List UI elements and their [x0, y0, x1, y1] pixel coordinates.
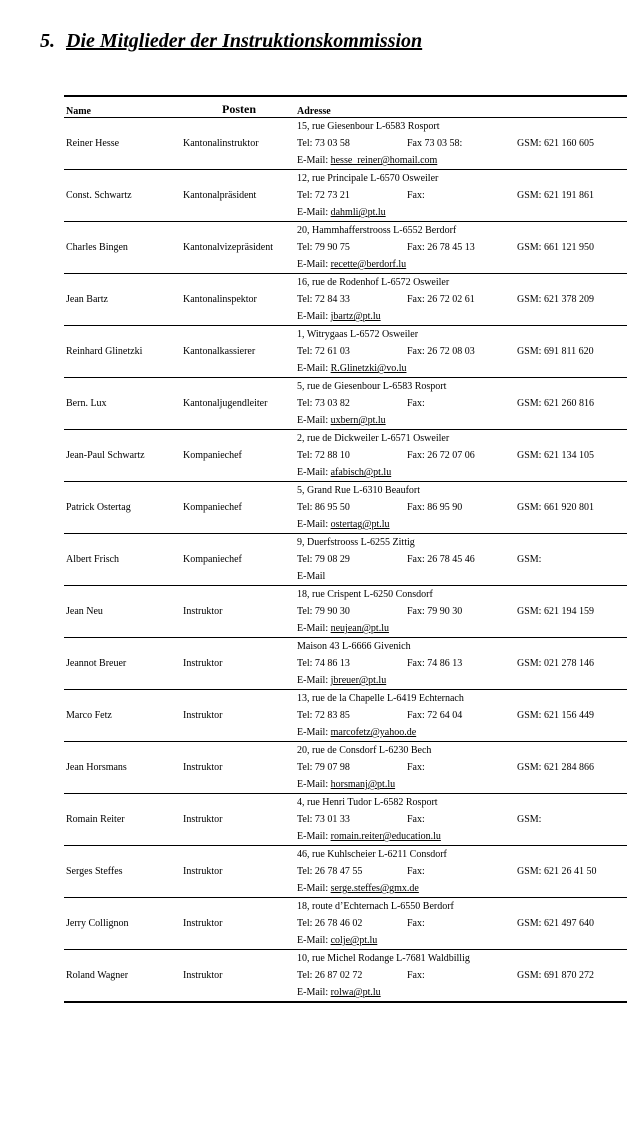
phone-line	[295, 967, 627, 984]
fax-number: Fax: 26 72 08 03	[407, 346, 475, 357]
address-line: 16, rue de Rodenhof L-6572 Osweiler	[297, 277, 450, 288]
tel-number: Tel: 72 83 85	[297, 710, 350, 721]
table-row	[64, 638, 627, 690]
email-line	[295, 620, 627, 637]
email-link[interactable]: romain.reiter@education.lu	[330, 831, 441, 842]
member-posten: Kantonalinstruktor	[181, 118, 295, 170]
address-line: 12, rue Principale L-6570 Osweiler	[297, 173, 439, 184]
member-address-cell	[295, 378, 627, 430]
table-header-row	[64, 96, 627, 118]
email-line	[295, 360, 627, 377]
gsm-number: GSM: 691 811 620	[517, 346, 594, 357]
tel-number: Tel: 79 90 75	[297, 242, 350, 253]
member-address-cell	[295, 586, 627, 638]
member-posten: Kantonalkassierer	[181, 326, 295, 378]
email-line	[295, 516, 627, 533]
table-row	[64, 170, 627, 222]
email-link[interactable]: marcofetz@yahoo.de	[330, 727, 417, 738]
email-link[interactable]: ostertag@pt.lu	[330, 519, 390, 530]
member-name: Jeannot Breuer	[64, 638, 181, 690]
tel-number: Tel: 86 95 50	[297, 502, 350, 513]
fax-number: Fax:	[407, 762, 425, 773]
member-posten: Instruktor	[181, 742, 295, 794]
email-label: E-Mail:	[297, 779, 329, 790]
tel-number: Tel: 79 08 29	[297, 554, 350, 565]
table-row	[64, 690, 627, 742]
member-address-cell	[295, 898, 627, 950]
tel-number: Tel: 73 01 33	[297, 814, 350, 825]
email-link[interactable]: horsmanj@pt.lu	[330, 779, 396, 790]
address-line: 4, rue Henri Tudor L-6582 Rosport	[297, 797, 438, 808]
tel-number: Tel: 72 61 03	[297, 346, 350, 357]
gsm-number: GSM: 621 160 605	[517, 138, 594, 149]
email-line	[295, 672, 627, 689]
gsm-number: GSM: 021 278 146	[517, 658, 594, 669]
email-line	[295, 256, 627, 273]
tel-number: Tel: 73 03 82	[297, 398, 350, 409]
member-address-cell	[295, 690, 627, 742]
email-line	[295, 724, 627, 741]
email-label: E-Mail:	[297, 935, 329, 946]
email-line	[295, 308, 627, 325]
phone-line	[295, 551, 627, 568]
email-link[interactable]: colje@pt.lu	[330, 935, 378, 946]
member-name: Jean Neu	[64, 586, 181, 638]
table-row	[64, 950, 627, 1003]
email-line	[295, 776, 627, 793]
fax-number: Fax: 26 72 07 06	[407, 450, 475, 461]
email-line	[295, 412, 627, 429]
tel-number: Tel: 72 73 21	[297, 190, 350, 201]
table-row	[64, 846, 627, 898]
member-posten: Instruktor	[181, 950, 295, 1003]
address-line: 5, rue de Giesenbour L-6583 Rosport	[297, 381, 447, 392]
fax-number: Fax:	[407, 190, 425, 201]
email-line	[295, 204, 627, 221]
gsm-number: GSM: 621 378 209	[517, 294, 594, 305]
gsm-number: GSM:	[517, 554, 542, 565]
email-label: E-Mail:	[297, 987, 329, 998]
email-line	[295, 152, 627, 169]
table-row	[64, 118, 627, 170]
member-name: Romain Reiter	[64, 794, 181, 846]
gsm-number: GSM: 621 134 105	[517, 450, 594, 461]
member-address-cell	[295, 170, 627, 222]
phone-line	[295, 915, 627, 932]
gsm-number: GSM:	[517, 814, 542, 825]
fax-number: Fax: 79 90 30	[407, 606, 463, 617]
email-link[interactable]: jbreuer@pt.lu	[330, 675, 387, 686]
phone-line	[295, 811, 627, 828]
tel-number: Tel: 26 78 46 02	[297, 918, 363, 929]
tel-number: Tel: 73 03 58	[297, 138, 350, 149]
heading-title: Die Mitglieder der Instruktionskommission	[66, 30, 423, 52]
address-line: 18, rue Crispent L-6250 Consdorf	[297, 589, 433, 600]
member-name: Albert Frisch	[64, 534, 181, 586]
member-posten: Instruktor	[181, 638, 295, 690]
fax-number: Fax:	[407, 970, 425, 981]
gsm-number: GSM: 621 156 449	[517, 710, 594, 721]
member-address-cell	[295, 482, 627, 534]
column-header-adresse: Adresse	[295, 96, 627, 118]
phone-line	[295, 447, 627, 464]
email-link[interactable]: dahmli@pt.lu	[330, 207, 386, 218]
member-posten: Kompaniechef	[181, 482, 295, 534]
tel-number: Tel: 79 07 98	[297, 762, 350, 773]
email-link[interactable]: neujean@pt.lu	[330, 623, 389, 634]
table-row	[64, 326, 627, 378]
member-posten: Instruktor	[181, 794, 295, 846]
fax-number: Fax: 26 72 02 61	[407, 294, 475, 305]
phone-line	[295, 135, 627, 152]
member-name: Patrick Ostertag	[64, 482, 181, 534]
email-label: E-Mail:	[297, 363, 329, 374]
table-row	[64, 586, 627, 638]
member-posten: Kantonalvizepräsident	[181, 222, 295, 274]
table-row	[64, 534, 627, 586]
email-label: E-Mail	[297, 571, 326, 582]
member-name: Const. Schwartz	[64, 170, 181, 222]
email-label: E-Mail:	[297, 675, 329, 686]
tel-number: Tel: 74 86 13	[297, 658, 350, 669]
phone-line	[295, 499, 627, 516]
email-line	[295, 880, 627, 897]
fax-number: Fax: 26 78 45 46	[407, 554, 475, 565]
email-link[interactable]: R.Glinetzki@vo.lu	[330, 363, 407, 374]
member-posten: Instruktor	[181, 898, 295, 950]
tel-number: Tel: 72 88 10	[297, 450, 350, 461]
page-heading	[40, 30, 422, 53]
member-address-cell	[295, 846, 627, 898]
email-label: E-Mail:	[297, 727, 329, 738]
email-link[interactable]: serge.steffes@gmx.de	[330, 883, 419, 894]
gsm-number: GSM: 621 194 159	[517, 606, 594, 617]
phone-line	[295, 343, 627, 360]
member-name: Roland Wagner	[64, 950, 181, 1003]
member-posten: Instruktor	[181, 586, 295, 638]
member-address-cell	[295, 118, 627, 170]
member-address-cell	[295, 638, 627, 690]
email-label: E-Mail:	[297, 259, 329, 270]
email-label: E-Mail:	[297, 623, 329, 634]
phone-line	[295, 187, 627, 204]
member-posten: Kantonaljugendleiter	[181, 378, 295, 430]
table-row	[64, 482, 627, 534]
gsm-number: GSM: 621 260 816	[517, 398, 594, 409]
email-link[interactable]: rolwa@pt.lu	[330, 987, 381, 998]
member-name: Charles Bingen	[64, 222, 181, 274]
table-row	[64, 378, 627, 430]
email-label: E-Mail:	[297, 311, 329, 322]
gsm-number: GSM: 691 870 272	[517, 970, 594, 981]
fax-number: Fax: 72 64 04	[407, 710, 463, 721]
address-line: 46, rue Kuhlscheier L-6211 Consdorf	[297, 849, 447, 860]
table-row	[64, 222, 627, 274]
member-name: Marco Fetz	[64, 690, 181, 742]
member-posten: Kompaniechef	[181, 430, 295, 482]
member-name: Jean Horsmans	[64, 742, 181, 794]
member-posten: Kompaniechef	[181, 534, 295, 586]
member-address-cell	[295, 950, 627, 1003]
tel-number: Tel: 79 90 30	[297, 606, 350, 617]
members-table	[64, 95, 627, 1003]
fax-number: Fax: 86 95 90	[407, 502, 463, 513]
gsm-number: GSM: 661 920 801	[517, 502, 594, 513]
address-line: Maison 43 L-6666 Givenich	[297, 641, 411, 652]
email-line	[295, 828, 627, 845]
address-line: 18, route d’Echternach L-6550 Berdorf	[297, 901, 454, 912]
address-line: 20, rue de Consdorf L-6230 Bech	[297, 745, 432, 756]
member-address-cell	[295, 794, 627, 846]
member-address-cell	[295, 534, 627, 586]
table-row	[64, 430, 627, 482]
table-row	[64, 742, 627, 794]
member-posten: Kantonalpräsident	[181, 170, 295, 222]
email-line	[295, 464, 627, 481]
tel-number: Tel: 26 78 47 55	[297, 866, 363, 877]
address-line: 2, rue de Dickweiler L-6571 Osweiler	[297, 433, 450, 444]
email-label: E-Mail:	[297, 155, 329, 166]
address-line: 20, Hammhafferstrooss L-6552 Berdorf	[297, 225, 457, 236]
tel-number: Tel: 26 87 02 72	[297, 970, 363, 981]
phone-line	[295, 603, 627, 620]
member-address-cell	[295, 274, 627, 326]
email-line	[295, 984, 627, 1001]
email-label: E-Mail:	[297, 415, 329, 426]
fax-number: Fax 73 03 58:	[407, 138, 463, 149]
fax-number: Fax:	[407, 814, 425, 825]
member-name: Serges Steffes	[64, 846, 181, 898]
member-posten: Instruktor	[181, 846, 295, 898]
email-label: E-Mail:	[297, 883, 329, 894]
member-name: Jerry Collignon	[64, 898, 181, 950]
address-line: 9, Duerfstrooss L-6255 Zittig	[297, 537, 415, 548]
email-label: E-Mail:	[297, 467, 329, 478]
tel-number: Tel: 72 84 33	[297, 294, 350, 305]
address-line: 13, rue de la Chapelle L-6419 Echternach	[297, 693, 464, 704]
gsm-number: GSM: 621 191 861	[517, 190, 594, 201]
email-link[interactable]: uxbern@pt.lu	[330, 415, 386, 426]
member-name: Jean-Paul Schwartz	[64, 430, 181, 482]
fax-number: Fax: 74 86 13	[407, 658, 463, 669]
table-row	[64, 274, 627, 326]
fax-number: Fax:	[407, 398, 425, 409]
heading-number: 5.	[40, 30, 55, 52]
member-address-cell	[295, 326, 627, 378]
phone-line	[295, 707, 627, 724]
gsm-number: GSM: 621 284 866	[517, 762, 594, 773]
gsm-number: GSM: 621 26 41 50	[517, 866, 597, 877]
fax-number: Fax: 26 78 45 13	[407, 242, 475, 253]
column-header-posten: Posten	[181, 96, 295, 118]
phone-line	[295, 395, 627, 412]
member-address-cell	[295, 742, 627, 794]
member-name: Bern. Lux	[64, 378, 181, 430]
member-name: Jean Bartz	[64, 274, 181, 326]
member-posten: Instruktor	[181, 690, 295, 742]
address-line: 5, Grand Rue L-6310 Beaufort	[297, 485, 421, 496]
fax-number: Fax:	[407, 866, 425, 877]
phone-line	[295, 655, 627, 672]
phone-line	[295, 239, 627, 256]
fax-number: Fax:	[407, 918, 425, 929]
email-label: E-Mail:	[297, 519, 329, 530]
email-line	[295, 568, 627, 585]
member-name: Reinhard Glinetzki	[64, 326, 181, 378]
member-name: Reiner Hesse	[64, 118, 181, 170]
gsm-number: GSM: 661 121 950	[517, 242, 594, 253]
email-label: E-Mail:	[297, 831, 329, 842]
email-label: E-Mail:	[297, 207, 329, 218]
table-row	[64, 794, 627, 846]
member-address-cell	[295, 222, 627, 274]
gsm-number: GSM: 621 497 640	[517, 918, 594, 929]
column-header-name: Name	[64, 96, 181, 118]
table-row	[64, 898, 627, 950]
email-line	[295, 932, 627, 949]
address-line: 1, Witrygaas L-6572 Osweiler	[297, 329, 419, 340]
email-link[interactable]: afabisch@pt.lu	[330, 467, 392, 478]
address-line: 10, rue Michel Rodange L-7681 Waldbillig	[297, 953, 470, 964]
phone-line	[295, 759, 627, 776]
email-link[interactable]: recette@berdorf.lu	[330, 259, 407, 270]
member-posten: Kantonalinspektor	[181, 274, 295, 326]
phone-line	[295, 863, 627, 880]
address-line: 15, rue Giesenbour L-6583 Rosport	[297, 121, 440, 132]
email-link[interactable]: jbartz@pt.lu	[330, 311, 381, 322]
member-address-cell	[295, 430, 627, 482]
email-link[interactable]: hesse_reiner@homail.com	[330, 155, 438, 166]
phone-line	[295, 291, 627, 308]
